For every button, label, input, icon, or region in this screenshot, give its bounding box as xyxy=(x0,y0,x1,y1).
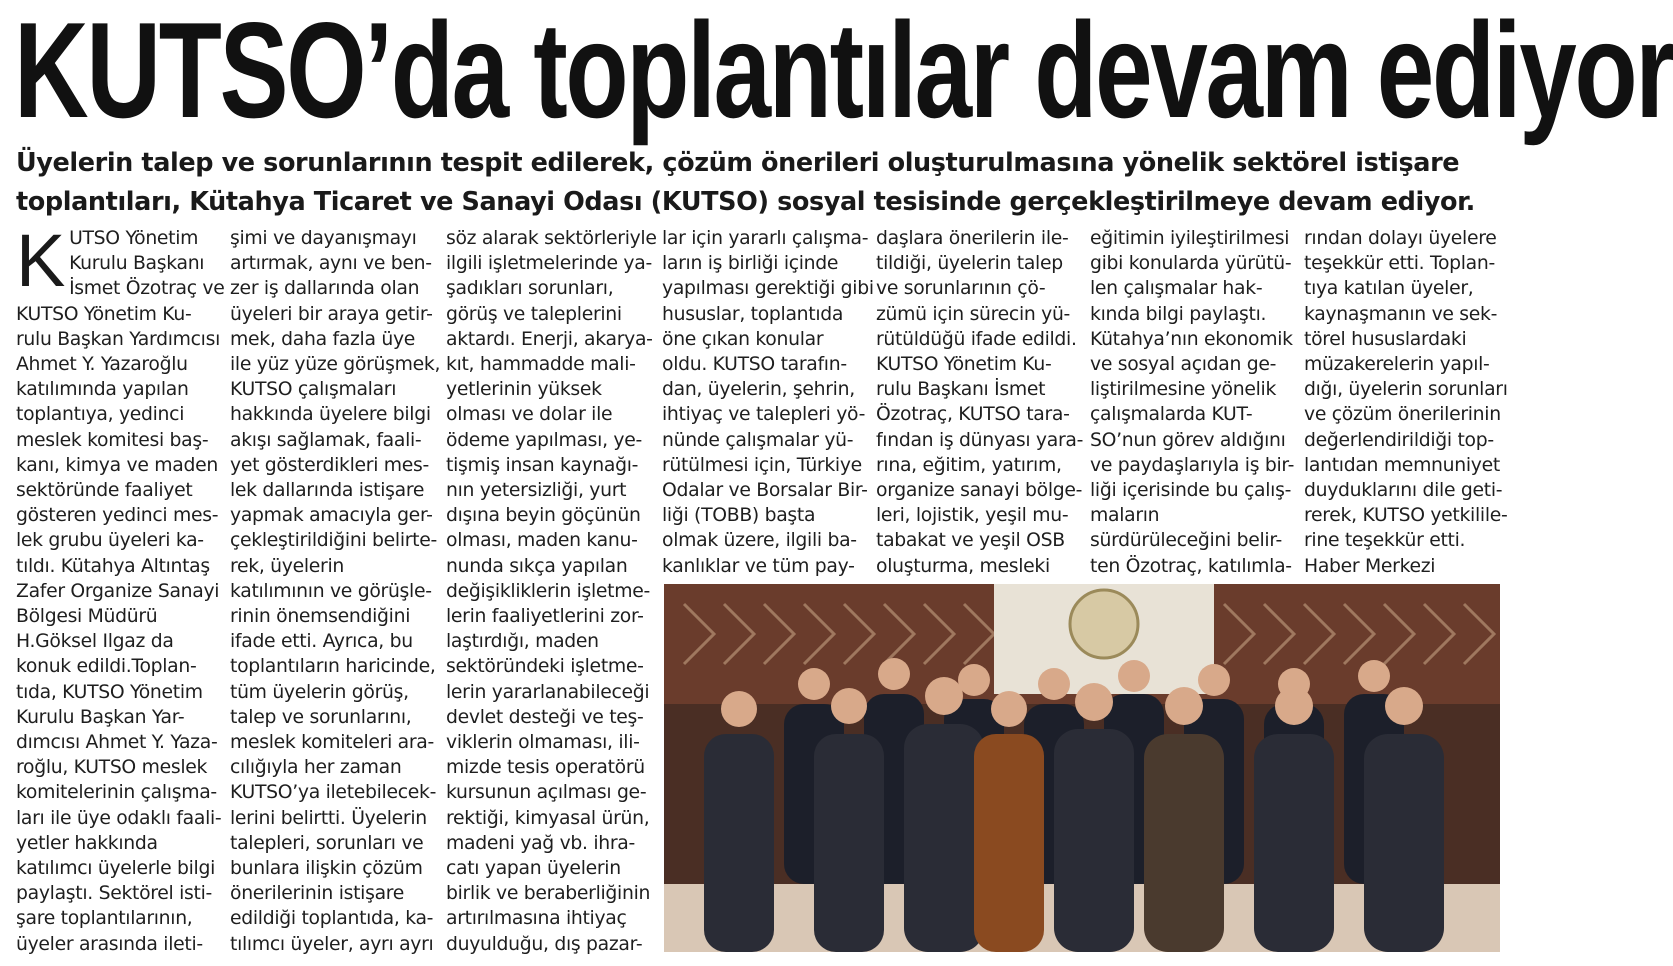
column-line: talepleri, sorunları ve xyxy=(230,832,424,854)
column-line: rine teşekkür etti. xyxy=(1304,530,1466,552)
column-line: sürdürüleceğini belir- xyxy=(1090,530,1283,552)
column-line: gösteren yedinci mes- xyxy=(16,505,219,527)
column-line: Haber Merkezi xyxy=(1304,555,1436,577)
column-line: tıda, KUTSO Yönetim xyxy=(16,681,203,703)
column-line: gibi konularda yürütü- xyxy=(1090,253,1292,275)
column-line: leri, lojistik, yeşil mu- xyxy=(876,505,1069,527)
column-line: lerini belirtti. Üyelerin xyxy=(230,807,427,829)
column-line: nünde çalışmalar yü- xyxy=(662,429,854,451)
column-line: SO’nun görev aldığını xyxy=(1090,429,1286,451)
column-line: lerin yararlanabileceği xyxy=(446,681,650,703)
column-line: değişikliklerin işletme- xyxy=(446,580,650,602)
column-line: söz alarak sektörleriyle xyxy=(446,228,657,249)
column-line: yapmak amacıyla ger- xyxy=(230,505,433,527)
column-line: tıldı. Kütahya Altıntaş xyxy=(16,555,210,577)
column-line: tildiği, üyelerin talep xyxy=(876,253,1063,275)
column-line: törel hususlardaki xyxy=(1304,328,1467,350)
column-line: Kurulu Başkanı xyxy=(69,253,205,275)
column-line: kanı, kimya ve maden xyxy=(16,454,218,476)
column-line: müzakerelerin yapıl- xyxy=(1304,354,1490,376)
column-line: lek dallarında istişare xyxy=(230,480,425,502)
article-column-1 xyxy=(16,219,225,956)
column-line: zümü için sürecin yü- xyxy=(876,303,1071,325)
column-line: rulu Başkan Yardımcısı xyxy=(16,328,220,350)
column-line: olması ve dolar ile xyxy=(446,404,613,426)
column-line: yet gösterdikleri mes- xyxy=(230,454,430,476)
column-line: ve sorunlarının çö- xyxy=(876,278,1046,300)
article-column-2 xyxy=(230,226,441,956)
column-line: sektöründe faaliyet xyxy=(16,480,193,502)
column-line: nunda sıkça yapılan xyxy=(446,555,628,577)
column-line: tıya katılan üyeler, xyxy=(1304,278,1474,300)
column-line: KUTSO’ya iletebilecek- xyxy=(230,782,437,804)
column-line: görüş ve taleplerini xyxy=(446,303,622,325)
column-line: artırmak, aynı ve ben- xyxy=(230,253,432,275)
column-line: katılımının ve görüşle- xyxy=(230,580,432,602)
column-line: oluşturma, mesleki xyxy=(876,555,1050,577)
column-line: duyulduğu, dış pazar- xyxy=(446,933,643,955)
column-line: dan, üyelerin, şehrin, xyxy=(662,379,855,401)
column-line: daşlara önerilerin ile- xyxy=(876,228,1069,249)
column-line: toplantıya, yedinci xyxy=(16,404,185,426)
column-line: Bölgesi Müdürü xyxy=(16,606,158,628)
column-line: şadıkları sorunları, xyxy=(446,278,614,300)
column-line: komitelerinin çalışma- xyxy=(16,782,217,804)
column-line: liği içerisinde bu çalış- xyxy=(1090,480,1292,502)
column-line: yapılması gerektiği gibi xyxy=(662,278,874,300)
column-line: organize sanayi bölge- xyxy=(876,480,1083,502)
column-line: rulu Başkanı İsmet xyxy=(876,379,1046,401)
column-line: dımcısı Ahmet Y. Yaza- xyxy=(16,732,218,754)
column-line: liği (TOBB) başta xyxy=(662,505,816,527)
column-line: lerin faaliyetlerini zor- xyxy=(446,606,644,628)
column-line: laştırdığı, maden xyxy=(446,631,599,653)
column-line: kanlıklar ve tüm pay- xyxy=(662,555,855,577)
column-line: olmak üzere, ilgili ba- xyxy=(662,530,857,552)
column-line: zer iş dallarında olan xyxy=(230,278,420,300)
column-line: UTSO Yönetim xyxy=(69,228,199,249)
column-line: ları ile üye odaklı faali- xyxy=(16,807,222,829)
column-line: rütülmesi için, Türkiye xyxy=(662,454,862,476)
column-line: tişmiş insan kaynağı- xyxy=(446,454,639,476)
column-line: ve paydaşlarıyla iş bir- xyxy=(1090,454,1295,476)
column-line: katılımcı üyelerle bilgi xyxy=(16,858,215,880)
column-line: rektiği, kimyasal ürün, xyxy=(446,807,650,829)
column-line: H.Göksel Ilgaz da xyxy=(16,631,174,653)
column-line: kursunun açılması ge- xyxy=(446,782,647,804)
column-line: lar için yararlı çalışma- xyxy=(662,228,869,249)
column-line: ihtiyaç ve talepleri yö- xyxy=(662,404,866,426)
column-line: roğlu, KUTSO meslek xyxy=(16,757,208,779)
column-line: lek grubu üyeleri ka- xyxy=(16,530,204,552)
column-line: nın yetersizliği, yurt xyxy=(446,480,627,502)
column-line: devlet desteği ve teş- xyxy=(446,706,644,728)
column-line: üyeleri bir araya getir- xyxy=(230,303,433,325)
column-line: tabakat ve yeşil OSB xyxy=(876,530,1065,552)
column-line: ların iş birliği içinde xyxy=(662,253,839,275)
column-line: şimi ve dayanışmayı xyxy=(230,228,417,249)
column-line: tılımcı üyeler, ayrı ayrı xyxy=(230,933,434,955)
column-line: kında bilgi paylaştı. xyxy=(1090,303,1267,325)
column-line: Odalar ve Borsalar Bir- xyxy=(662,480,868,502)
article-column-3 xyxy=(446,226,657,956)
column-line: ve sosyal açıdan ge- xyxy=(1090,354,1277,376)
column-line: konuk edildi.Toplan- xyxy=(16,656,197,678)
column-line: hakkında üyelere bilgi xyxy=(230,404,431,426)
column-line: teşekkür etti. Toplan- xyxy=(1304,253,1495,275)
column-line: çalışmalarda KUT- xyxy=(1090,404,1253,426)
column-line: rından dolayı üyelere xyxy=(1304,228,1497,249)
group-photo xyxy=(664,584,1500,952)
column-line: ödeme yapılması, ye- xyxy=(446,429,642,451)
column-line: Kurulu Başkan Yar- xyxy=(16,706,185,728)
column-line: kaynaşmanın ve sek- xyxy=(1304,303,1498,325)
column-line: tüm üyelerin görüş, xyxy=(230,681,409,703)
lead-paragraph: Üyelerin talep ve sorunlarının tespit edilerek, çözüm önerileri oluşturulmasına yönelik sektörel istişare toplantıları, Kütahya Ticaret ve Sanayi Odası (KUTSO) sosyal tesisinde gerçekleştirilmeye devam ediyor. xyxy=(16,148,1475,217)
column-line: fından iş dünyası yara- xyxy=(876,429,1084,451)
column-line: birlik ve beraberliğinin xyxy=(446,883,651,905)
column-line: üyeler arasında ileti- xyxy=(16,933,203,955)
column-line: paylaştı. Sektörel isti- xyxy=(16,883,213,905)
column-line: rinin önemsendiğini xyxy=(230,606,411,628)
column-line: cılığıyla her zaman xyxy=(230,757,402,779)
column-line: rına, eğitim, yatırım, xyxy=(876,454,1062,476)
column-line: dışına beyin göçünün xyxy=(446,505,641,527)
column-line: KUTSO çalışmaları xyxy=(230,379,397,401)
column-line: rek, üyelerin xyxy=(230,555,344,577)
column-line: Özotraç, KUTSO tara- xyxy=(876,404,1070,426)
column-line: önerilerinin istişare xyxy=(230,883,405,905)
column-line: madeni yağ vb. ihra- xyxy=(446,832,635,854)
column-line: viklerin olmaması, ili- xyxy=(446,732,640,754)
column-line: ilgili işletmelerinde ya- xyxy=(446,253,652,275)
column-line: oldu. KUTSO tarafın- xyxy=(662,354,847,376)
column-line: Kütahya’nın ekonomik xyxy=(1090,328,1293,350)
column-line: çekleştirildiğini belirte- xyxy=(230,530,437,552)
column-line: lantıdan memnuniyet xyxy=(1304,454,1500,476)
group-photo-icon xyxy=(664,584,1500,952)
column-line: ve çözüm önerilerinin xyxy=(1304,404,1501,426)
column-line: İsmet Özotraç ve xyxy=(69,278,225,300)
column-line: akışı sağlamak, faali- xyxy=(230,429,422,451)
column-line: Ahmet Y. Yazaroğlu xyxy=(16,354,188,376)
column-line: bunlara ilişkin çözüm xyxy=(230,858,423,880)
column-line: eğitimin iyileştirilmesi xyxy=(1090,228,1290,249)
column-line: ile yüz yüze görüşmek, xyxy=(230,354,441,376)
drop-cap: K xyxy=(16,219,66,302)
column-line: yetler hakkında xyxy=(16,832,158,854)
column-line: catı yapan üyelerin xyxy=(446,858,621,880)
column-line: meslek komitesi baş- xyxy=(16,429,209,451)
column-line: sektöründeki işletme- xyxy=(446,656,644,678)
column-line: maların xyxy=(1090,505,1160,527)
column-line: len çalışmalar hak- xyxy=(1090,278,1263,300)
column-line: rerek, KUTSO yetkilile- xyxy=(1304,505,1508,527)
column-line: ten Özotraç, katılımla- xyxy=(1090,555,1292,577)
column-line: ifade etti. Ayrıca, bu xyxy=(230,631,413,653)
column-line: toplantıların haricinde, xyxy=(230,656,436,678)
column-line: olması, maden kanu- xyxy=(446,530,638,552)
column-line: aktardı. Enerji, akarya- xyxy=(446,328,653,350)
column-line: öne çıkan konular xyxy=(662,328,824,350)
headline: KUTSO’da toplantılar devam ediyor xyxy=(14,0,1673,146)
column-line: katılımında yapılan xyxy=(16,379,189,401)
column-line: yetlerinin yüksek xyxy=(446,379,602,401)
column-line: liştirilmesine yönelik xyxy=(1090,379,1277,401)
column-line: meslek komiteleri ara- xyxy=(230,732,434,754)
column-line: Zafer Organize Sanayi xyxy=(16,580,220,602)
column-line: mek, daha fazla üye xyxy=(230,328,416,350)
column-line: rütüldüğü ifade edildi. xyxy=(876,328,1077,350)
column-line: değerlendirildiği top- xyxy=(1304,429,1494,451)
column-line: KUTSO Yönetim Ku- xyxy=(16,303,192,325)
column-line: mizde tesis operatörü xyxy=(446,757,645,779)
column-line: şare toplantılarının, xyxy=(16,908,193,930)
column-line: talep ve sorunlarını, xyxy=(230,706,412,728)
column-line: dığı, üyelerin sorunları xyxy=(1304,379,1508,401)
column-line: edildiği toplantıda, ka- xyxy=(230,908,434,930)
column-line: kıt, hammadde mali- xyxy=(446,354,636,376)
column-line: artırılmasına ihtiyaç xyxy=(446,908,627,930)
column-line: KUTSO Yönetim Ku- xyxy=(876,354,1052,376)
column-line: hususlar, toplantıda xyxy=(662,303,844,325)
column-1-text xyxy=(16,219,225,957)
column-line: duyduklarını dile geti- xyxy=(1304,480,1503,502)
